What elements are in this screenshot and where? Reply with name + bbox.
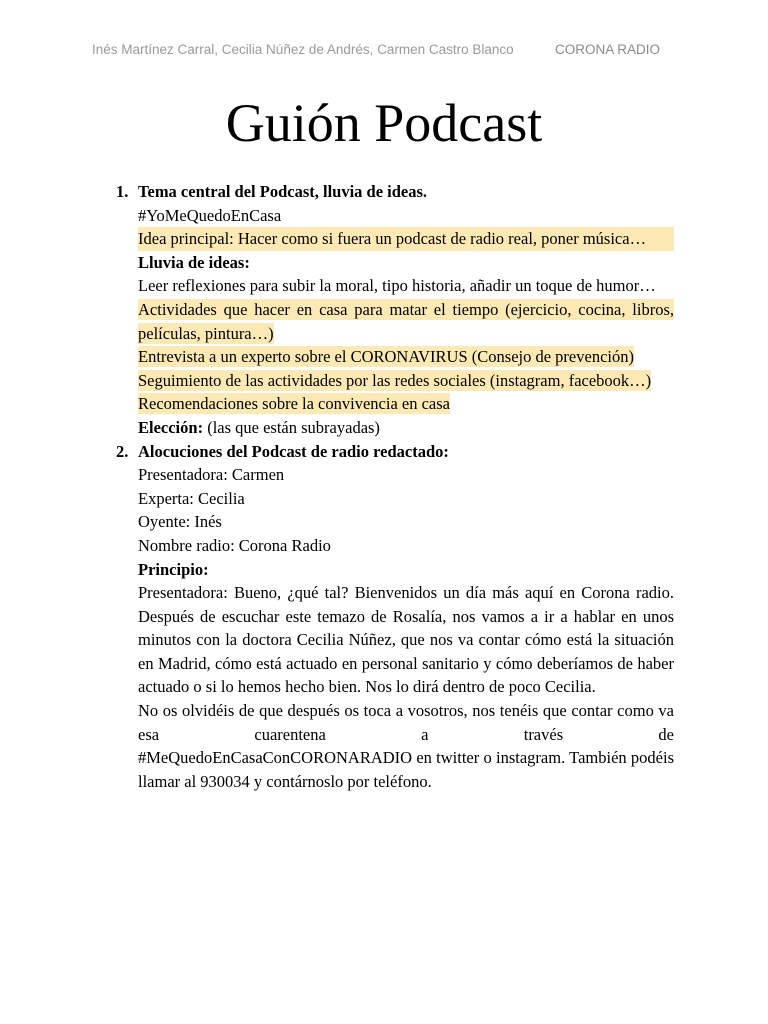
section-2: [116, 440, 674, 794]
header-brand: CORONA RADIO: [555, 42, 661, 57]
script-paragraph-2a: No os olvidéis de que después os toca a vosotros, nos tenéis que contar como va esa cuarentena a través de: [138, 701, 674, 744]
section-2-heading: Alocuciones del Podcast de radio redactado:: [138, 441, 449, 461]
choice-text: (las que están subrayadas): [203, 417, 380, 437]
document-title: Guión Podcast: [225, 93, 543, 153]
main-idea: [138, 227, 674, 251]
idea-item-1: Leer reflexiones para subir la moral, tipo historia, añadir un toque de humor…: [138, 276, 656, 296]
script-paragraph-2b: #MeQuedoEnCasaConCORONARADIO en twitter o instagram. También podéis llamar al 930034 y contárnoslo por teléfono.: [138, 748, 674, 791]
start-label: Principio:: [138, 559, 209, 579]
radio-name-line: Nombre radio: Corona Radio: [138, 535, 331, 555]
idea-item-3-text: Entrevista a un experto sobre el CORONAVIRUS (Consejo de prevención): [138, 347, 634, 367]
section-1-heading: Tema central del Podcast, lluvia de ideas.: [138, 182, 428, 201]
idea-item-2: [138, 298, 674, 345]
main-idea-text: Idea principal: Hacer como si fuera un podcast de radio real, poner música…: [138, 229, 647, 249]
idea-item-4: [138, 369, 674, 393]
expert-line: Experta: Cecilia: [138, 488, 245, 508]
hashtag-line: #YoMeQuedoEnCasa: [138, 205, 282, 225]
brainstorm-label: Lluvia de ideas:: [138, 252, 250, 272]
section-1-number: 1.: [116, 182, 129, 201]
idea-item-2-text: Actividades que hacer en casa para matar el tiempo (ejercicio, cocina, libros, películas, pintura…): [138, 299, 674, 343]
choice-label: Elección:: [138, 417, 204, 437]
idea-item-5-text: Recomendaciones sobre la convivencia en casa: [138, 394, 450, 414]
choice-line: [138, 416, 674, 440]
section-1: [116, 180, 674, 440]
section-2-number: 2.: [116, 441, 129, 461]
listener-line: Oyente: Inés: [138, 512, 222, 532]
script-paragraph-1: Presentadora: Bueno, ¿qué tal? Bienvenidos un día más aquí en Corona radio. Después de escuchar este temazo de Rosalía, nos vamos a ir a hablar en unos minutos con la doctora Cecilia Núñez, que nos va contar cómo está la situación en Madrid, cómo está actuado en personal sanitario y cómo deberíamos de haber actuado o si lo hemos hecho bien. Nos lo dirá dentro de poco Cecilia.: [138, 583, 674, 697]
document-body: [116, 180, 674, 793]
idea-item-3: [138, 345, 674, 369]
presenter-line: Presentadora: Carmen: [138, 465, 285, 485]
idea-item-5: [138, 392, 674, 416]
idea-item-4-text: Seguimiento de las actividades por las redes sociales (instagram, facebook…): [138, 370, 652, 390]
header-authors: Inés Martínez Carral, Cecilia Núñez de Andrés, Carmen Castro Blanco: [92, 42, 514, 57]
